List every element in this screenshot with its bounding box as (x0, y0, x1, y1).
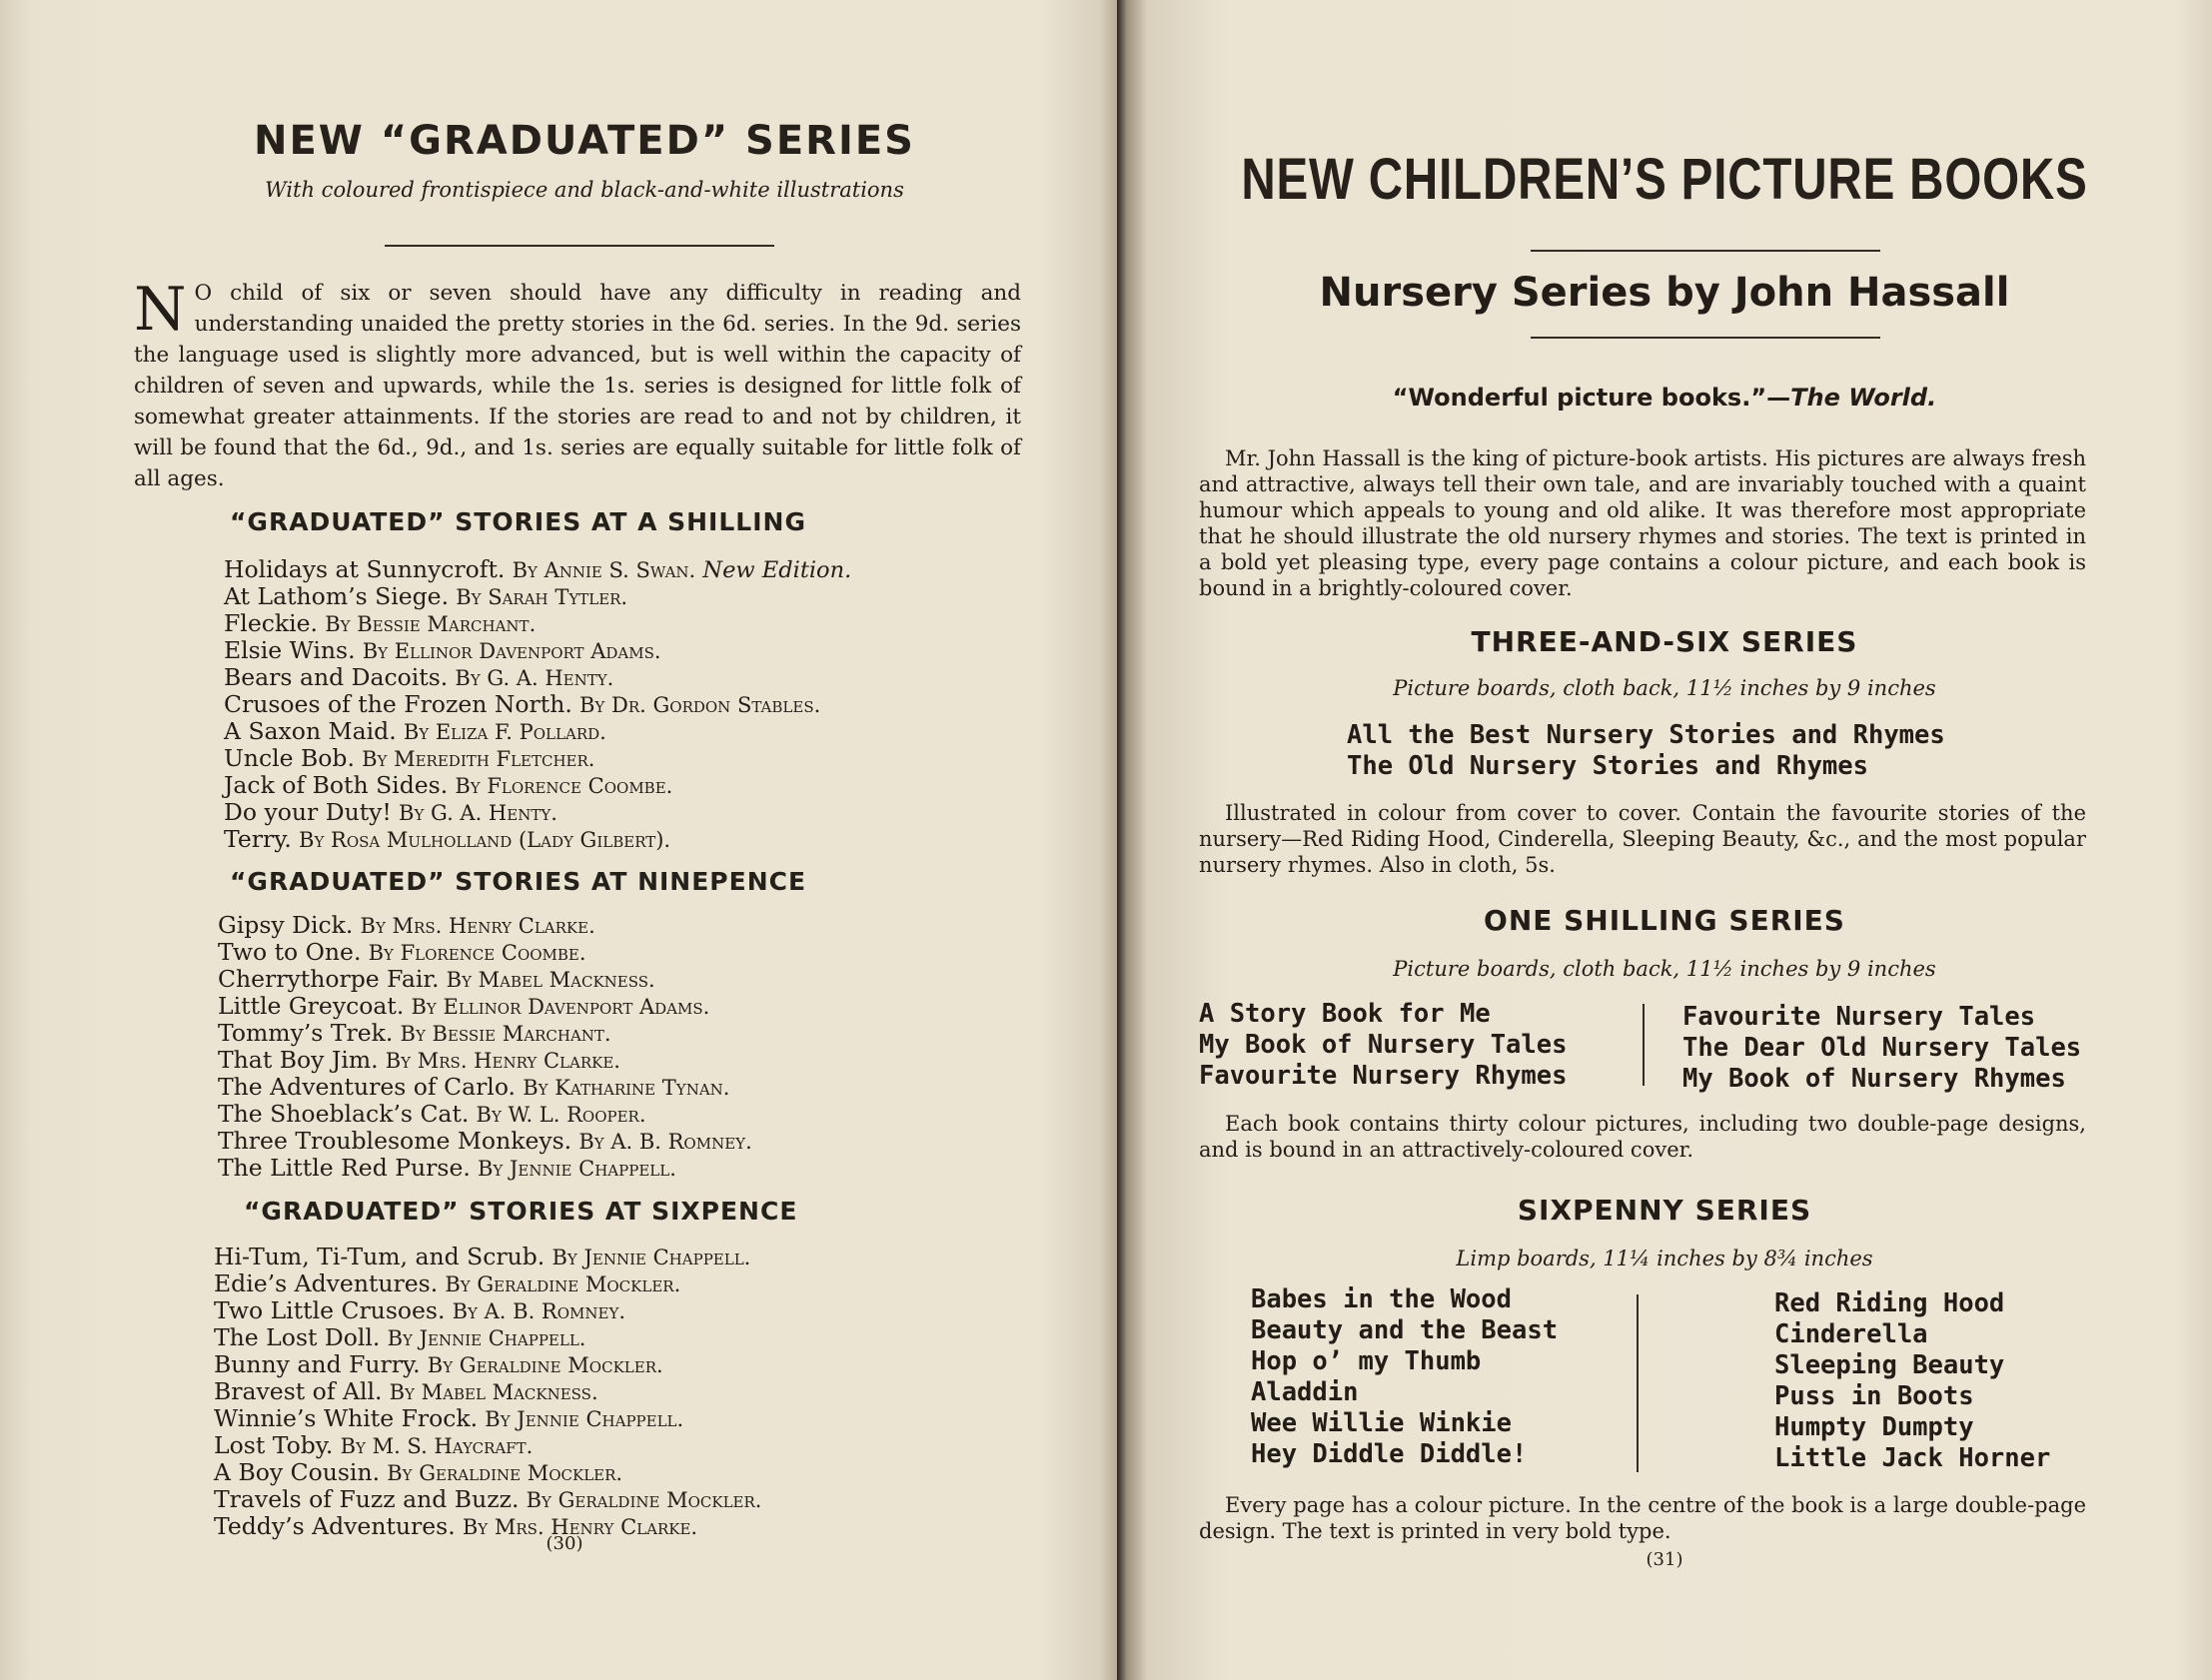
book-list-item (218, 1128, 752, 1155)
book-title: Beauty and the Beast (1251, 1315, 1559, 1345)
book-title: Terry. (224, 825, 292, 853)
section-heading-ninepence: “GRADUATED” STORIES AT NINEPENCE (230, 867, 807, 896)
book-list-item (214, 1513, 761, 1540)
book-list-item (214, 1378, 761, 1405)
book-title: Aladdin (1251, 1377, 1359, 1407)
book-author: By Florence Coombe. (455, 774, 673, 798)
page-subtitle: With coloured frontispiece and black-and-white illustrations (265, 178, 904, 202)
book-title: Tommy’s Trek. (218, 1019, 394, 1047)
one-shilling-spec: Picture boards, cloth back, 11½ inches by 9 inches (1393, 957, 1936, 981)
book-list-item (214, 1244, 761, 1270)
review-quote (1117, 384, 2212, 412)
book-title: Sleeping Beauty (1774, 1350, 2005, 1380)
one-shilling-titles-left (1199, 999, 1567, 1092)
book-title: Red Riding Hood (1774, 1288, 2005, 1318)
book-title: Hey Diddle Diddle! (1251, 1439, 1528, 1469)
book-title: A Saxon Maid. (224, 717, 397, 745)
book-author: By G. A. Henty. (399, 801, 557, 825)
book-title: Bravest of All. (214, 1377, 383, 1405)
book-list-item (218, 1155, 752, 1182)
book-author: By Geraldine Mockler. (445, 1272, 681, 1296)
book-title: The Old Nursery Stories and Rhymes (1347, 751, 1868, 781)
one-shilling-heading: ONE SHILLING SERIES (1484, 904, 1845, 937)
book-author: By Ellinor Davenport Adams. (362, 639, 661, 663)
book-title: Two to One. (218, 938, 362, 966)
book-title: A Story Book for Me (1199, 999, 1491, 1029)
book-list-item (224, 826, 851, 853)
book-author: By Mabel Mackness. (446, 968, 655, 992)
book-list-item (224, 556, 851, 583)
book-title: Hi-Tum, Ti-Tum, and Scrub. (214, 1243, 546, 1270)
column-divider (1643, 1004, 1645, 1086)
drop-cap: N (134, 275, 187, 345)
series-subtitle: Nursery Series by John Hassall (1319, 270, 2010, 316)
sixpenny-heading: SIXPENNY SERIES (1517, 1194, 1812, 1227)
book-list-item (224, 610, 851, 637)
sixpenny-spec: Limp boards, 11¼ inches by 8¾ inches (1456, 1247, 1873, 1270)
book-title: Little Greycoat. (218, 992, 405, 1020)
book-author: By A. B. Romney. (452, 1299, 626, 1323)
book-author: By W. L. Rooper. (476, 1103, 646, 1127)
book-title: The Shoeblack’s Cat. (218, 1100, 470, 1128)
sixpenny-description: Every page has a colour picture. In the centre of the book is a large double-page design. The text is printed in very bold type. (1199, 1493, 2086, 1543)
book-list-item (224, 664, 851, 691)
book-list-item (224, 583, 851, 610)
book-title: Two Little Crusoes. (214, 1296, 446, 1324)
book-author: By Jennie Chappell. (552, 1246, 751, 1269)
book-title: Uncle Bob. (224, 744, 355, 772)
book-author: By M. S. Haycraft. (340, 1434, 534, 1458)
book-title: Bunny and Furry. (214, 1350, 421, 1378)
book-note: New Edition. (702, 557, 852, 583)
book-title: Teddy’s Adventures. (214, 1512, 456, 1540)
book-list-item (218, 939, 752, 966)
title-rule (385, 245, 774, 247)
book-list-item (214, 1297, 761, 1324)
book-list-item (224, 718, 851, 745)
book-title: Puss in Boots (1774, 1381, 1974, 1411)
book-list-item (214, 1459, 761, 1486)
book-author: By Jennie Chappell. (485, 1407, 684, 1431)
book-title: Favourite Nursery Rhymes (1199, 1061, 1568, 1091)
book-title: Hop o’ my Thumb (1251, 1346, 1482, 1376)
quote-text: “Wonderful picture books.”— (1392, 384, 1791, 412)
book-list-ninepence (218, 912, 752, 1182)
book-list-item (218, 1020, 752, 1047)
book-list-item (218, 966, 752, 993)
book-author: By Mrs. Henry Clarke. (462, 1515, 698, 1539)
book-author: By Annie S. Swan. (512, 558, 696, 582)
book-list-item (214, 1486, 761, 1513)
book-title: The Dear Old Nursery Tales (1682, 1033, 2082, 1063)
book-title: Cherrythorpe Fair. (218, 965, 440, 993)
quote-source: The World. (1790, 384, 1937, 412)
book-author: By Jennie Chappell. (387, 1326, 586, 1350)
book-author: By Sarah Tytler. (456, 585, 628, 609)
book-author: By Mrs. Henry Clarke. (385, 1049, 620, 1073)
book-author: By Jennie Chappell. (477, 1157, 676, 1181)
book-title: The Little Red Purse. (218, 1154, 471, 1182)
book-author: By A. B. Romney. (578, 1130, 752, 1154)
book-title: My Book of Nursery Rhymes (1682, 1064, 2066, 1094)
book-list-item (218, 912, 752, 939)
one-shilling-description: Each book contains thirty colour pictures, including two double-page designs, and is bound in an attractively-coloured cover. (1199, 1112, 2086, 1162)
book-title: All the Best Nursery Stories and Rhymes (1347, 720, 1945, 750)
book-title: Little Jack Horner (1774, 1443, 2051, 1473)
book-list-item (224, 772, 851, 799)
book-list-item (214, 1351, 761, 1378)
book-list-item (214, 1270, 761, 1297)
book-list-item (224, 745, 851, 772)
book-author: By Rosa Mulholland (Lady Gilbert). (299, 828, 671, 852)
three-and-six-description: Illustrated in colour from cover to cover. Contain the favourite stories of the nursery—Red Riding Hood, Cinderella, Sleeping Beauty, &c., and the most popular nursery rhymes. Also in cloth, 5s. (1199, 801, 2086, 877)
book-author: By Geraldine Mockler. (526, 1488, 762, 1512)
book-author: By Mabel Mackness. (389, 1380, 598, 1404)
one-shilling-titles-right (1682, 1002, 2081, 1095)
book-title: Humpty Dumpty (1774, 1412, 1974, 1442)
sixpenny-titles-right (1774, 1288, 2050, 1474)
intro-paragraph (134, 275, 1021, 494)
book-author: By Mrs. Henry Clarke. (360, 914, 595, 938)
book-title: Favourite Nursery Tales (1682, 1002, 2036, 1032)
intro-text: O child of six or seven should have any difficulty in reading and understanding unaided the pretty stories in the 6d. series. In the 9d. series the language used is slightly more advanced, but is well within the capacity of children of seven and upwards, while the 1s. series is designed for little folk of somewhat greater attainments. If the stories are read to and not by children, it will be found that the 6d., 9d., and 1s. series are equally suitable for little folk of all ages. (134, 281, 1021, 491)
book-author: By Bessie Marchant. (325, 612, 537, 636)
book-title: Wee Willie Winkie (1251, 1408, 1512, 1438)
book-title: A Boy Cousin. (214, 1458, 381, 1486)
section-heading-sixpence: “GRADUATED” STORIES AT SIXPENCE (244, 1197, 798, 1226)
sixpenny-titles-left (1251, 1284, 1558, 1470)
book-author: By Bessie Marchant. (400, 1022, 611, 1046)
book-title: Fleckie. (224, 609, 319, 637)
book-author: By G. A. Henty. (455, 666, 614, 690)
book-title: The Lost Doll. (214, 1323, 381, 1351)
book-author: By Eliza F. Pollard. (403, 720, 606, 744)
book-title: Jack of Both Sides. (224, 771, 449, 799)
book-list-sixpence (214, 1244, 761, 1540)
book-title: Do your Duty! (224, 798, 392, 826)
page-number: (30) (546, 1533, 583, 1554)
book-title: Cinderella (1774, 1319, 1928, 1349)
book-list-item (224, 637, 851, 664)
book-list-item (224, 799, 851, 826)
book-author: By Florence Coombe. (368, 941, 586, 965)
intro-paragraph: Mr. John Hassall is the king of picture-book artists. His pictures are always fresh and attractive, always tell their own tale, and are invariably touched with a quaint humour which appeals to young and old alike. It was therefore most appropriate that he should illustrate the old nursery rhymes and stories. The text is printed in a bold yet pleasing type, every page contains a colour picture, and each book is bound in a brightly-coloured cover. (1199, 446, 2086, 600)
book-title: Babes in the Wood (1251, 1284, 1512, 1314)
book-list-shilling (224, 556, 851, 853)
book-author: By Geraldine Mockler. (427, 1353, 663, 1377)
book-title: Elsie Wins. (224, 636, 356, 664)
book-list-item (214, 1324, 761, 1351)
book-title: At Lathom’s Siege. (224, 582, 450, 610)
book-title: Winnie’s White Frock. (214, 1404, 479, 1432)
page-title: NEW “GRADUATED” SERIES (253, 118, 915, 164)
page-number: (31) (1646, 1549, 1683, 1570)
book-author: By Geraldine Mockler. (387, 1461, 623, 1485)
book-title: Lost Toby. (214, 1431, 334, 1459)
book-list-item (218, 1047, 752, 1074)
book-title: Three Troublesome Monkeys. (218, 1127, 572, 1155)
book-title: That Boy Jim. (218, 1046, 379, 1074)
title-rule (1531, 250, 1880, 252)
three-and-six-titles (1347, 720, 1945, 782)
book-list-item (218, 1101, 752, 1128)
book-title: The Adventures of Carlo. (218, 1073, 517, 1101)
book-author: By Dr. Gordon Stables. (579, 693, 821, 717)
three-and-six-heading: THREE-AND-SIX SERIES (1471, 625, 1858, 658)
page-title: NEW CHILDREN’S PICTURE BOOKS (1241, 147, 2088, 212)
book-title: Travels of Fuzz and Buzz. (214, 1485, 520, 1513)
column-divider (1637, 1294, 1639, 1472)
book-author: By Katharine Tynan. (523, 1076, 730, 1100)
three-and-six-spec: Picture boards, cloth back, 11½ inches by 9 inches (1393, 676, 1936, 700)
book-list-item (224, 691, 851, 718)
book-list-item (214, 1405, 761, 1432)
book-title: Edie’s Adventures. (214, 1269, 439, 1297)
section-heading-shilling: “GRADUATED” STORIES AT A SHILLING (230, 507, 806, 536)
book-author: By Meredith Fletcher. (362, 747, 595, 771)
book-list-item (214, 1432, 761, 1459)
book-title: My Book of Nursery Tales (1199, 1030, 1568, 1060)
book-title: Bears and Dacoits. (224, 663, 449, 691)
book-list-item (218, 993, 752, 1020)
book-title: Crusoes of the Frozen North. (224, 690, 572, 718)
book-list-item (218, 1074, 752, 1101)
book-title: Gipsy Dick. (218, 911, 354, 939)
book-title: Holidays at Sunnycroft. (224, 555, 506, 583)
right-page (1117, 0, 2212, 1680)
subtitle-rule (1531, 337, 1880, 339)
book-author: By Ellinor Davenport Adams. (411, 995, 710, 1019)
